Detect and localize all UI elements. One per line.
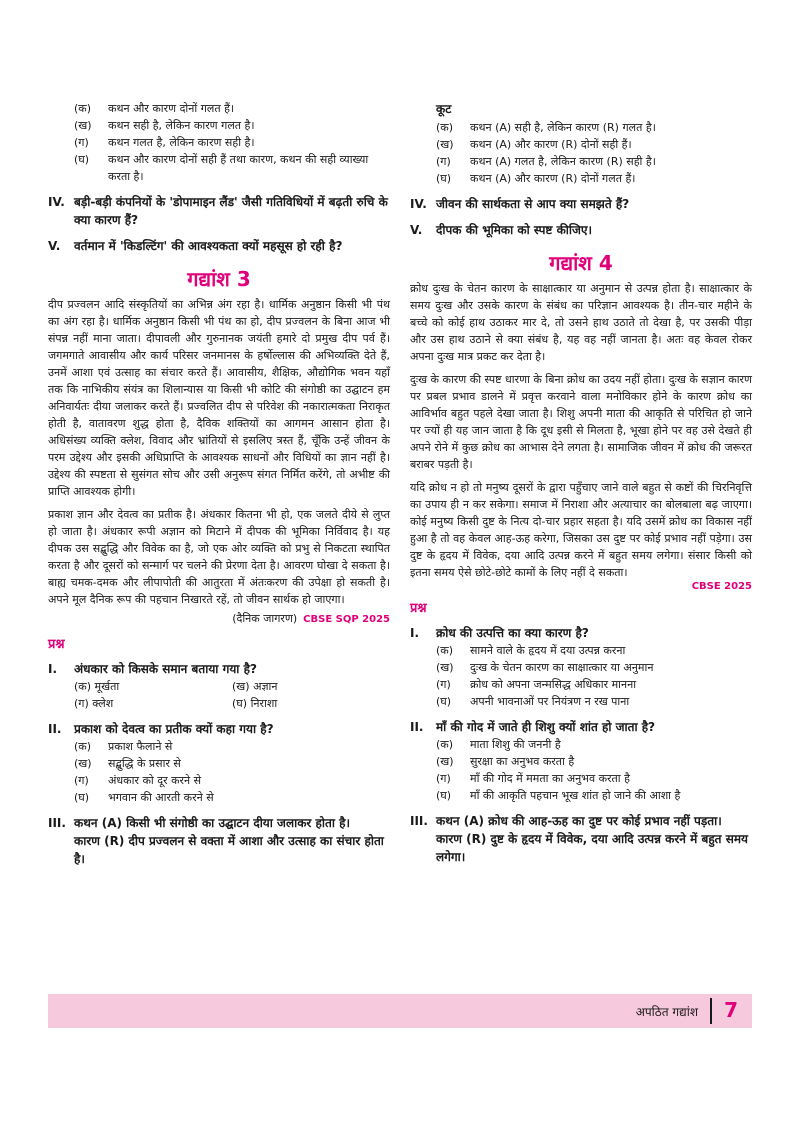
kathan-label: कथन bbox=[436, 814, 460, 828]
option-kha: (ख) कथन सही है, लेकिन कारण गलत है। bbox=[74, 119, 255, 132]
kathan-label: कथन bbox=[74, 816, 98, 830]
question-i: I. क्रोध की उत्पत्ति का क्या कारण है? bbox=[410, 626, 589, 640]
option-ka: (क) कथन और कारण दोनों गलत हैं। bbox=[74, 102, 235, 115]
option: (घ) कथन (A) और कारण (R) दोनों गलत हैं। bbox=[436, 172, 636, 185]
option: (ग) क्लेश bbox=[74, 697, 114, 710]
passage-4-para-1: क्रोध दुःख के चेतन कारण के साक्षात्कार या अनुमान से उत्पन्न होता है। साक्षात्कार के समय दुःख और उसके कारण के संबंध का परिज्ञान आवश्यक है। तीन-चार महीने के बच्चे को कोई हाथ उठाकर मार दे, तो उसने हाथ उठाते तो देखा है, पर उसकी पीड़ा और उस हाथ उठाने से क्या संबंध है, यह वह नहीं जानता है। अतः वह केवल रोकर अपना दुःख मात्र प्रकट कर देता है। bbox=[410, 282, 752, 363]
passage-4-para-2: दुःख के कारण की स्पष्ट धारणा के बिना क्रोध का उदय नहीं होता। दुःख के सज्ञान कारण पर प्रबल प्रभाव डालने में प्रवृत्त करवाने वाला मनोविकार होने के कारण क्रोध का आविर्भाव बहुत पहले देखा जाता है। शिशु अपनी माता की आकृति से परिचित हो जाने पर ज्यों ही यह जान जाता है कि दूध इसी से मिलता है, भूखा होने पर वह उसे देखते ही अपने रोने में कुछ क्रोध का आभास देने लगता है। सामाजिक जीवन में क्रोध की जरूरत बराबर पड़ती है। bbox=[410, 373, 752, 471]
questions-heading: प्रश्न bbox=[48, 637, 65, 652]
passage-3-para-2: प्रकाश ज्ञान और देवत्व का प्रतीक है। अंधकार कितना भी हो, एक जलते दीये से लुप्त हो जाता है। अंधकार रूपी अज्ञान को मिटाने में दीपक की भूमिका निर्विवाद है। यह दीपक उस सद्बुद्धि और विवेक का है, जो एक ओर व्यक्ति को प्रभु से निकटता स्थापित करता है और दूसरों को सन्मार्ग पर चलने की प्रेरणा देता है। आवरण घोखा दे सकता है। बाह्य चमक-दमक और लीपापोती की आतुरता में अंतःकरण की उपेक्षा हो सकती है। अपने मूल दैनिक रूप की पहचान निखारते रहें, तो जीवन सार्थक हो जाएगा। bbox=[48, 508, 390, 606]
passage-3-heading: गद्यांश 3 bbox=[187, 267, 251, 291]
koot-options bbox=[410, 119, 752, 187]
option: (घ) अपनी भावनाओं पर नियंत्रण न रख पाना bbox=[436, 695, 630, 708]
option: (ख) दुःख के चेतन कारण का साक्षात्कार या अनुमान bbox=[436, 661, 654, 674]
question-ii: II. माँ की गोद में जाते ही शिशु क्यों शांत हो जाता है? bbox=[410, 720, 656, 734]
option-gha: (घ) कथन और कारण दोनों सही हैं तथा कारण, कथन की सही व्याख्या करता है। bbox=[74, 153, 369, 183]
passage-3-source: (दैनिक जागरण) CBSE SQP 2025 bbox=[232, 612, 390, 625]
passage-4-heading: गद्यांश 4 bbox=[549, 251, 613, 275]
option: (क) मूर्खता bbox=[74, 680, 120, 693]
passage-3-para-1: दीप प्रज्वलन आदि संस्कृतियों का अभिन्न अंग रहा है। धार्मिक अनुष्ठान किसी भी पंथ का अंग रहा है। धार्मिक अनुष्ठान किसी भी पंथ का हो, दीप प्रज्वलन के बिना आज भी संपन्न नहीं माना जाता। दीपावली और गुरुनानक जयंती हमारे दो प्रमुख दीप पर्व हैं। जगमगाते आवासीय और कार्य परिसर जनमानस के हर्षोल्लास की अभिव्यक्ति देते हैं, उनमें आशा एवं उत्साह का संचार करते हैं। आवासीय, शैक्षिक, औद्योगिक भवन यहाँ तक कि नाभिकीय संयंत्र का शिलान्यास या किसी भी कोटि की संगोष्ठी का उद्घाटन हम अनिवार्यतः दीया जलाकर करते हैं। प्रज्वलित दीप से परिवेश की नकारात्मकता निराकृत होती है, वातावरण शुद्ध होता है, दैविक शक्तियों का आगमन आसान होता है। अधिसंख्य व्यक्ति क्लेश, विवाद और भ्रांतियों से इसलिए त्रस्त हैं, चूँकि उन्हें जीवन के परम उद्देश्य और इसकी अधिप्राप्ति के आवश्यक साधनों और विधियों का ज्ञान नहीं है। उद्देश्य की स्पष्टता से सुसंगत सोच और उसी अनुरूप संगत निर्मित करेंगे, तो अभीष्ट की प्राप्ति आवश्यक होगी। bbox=[48, 298, 390, 498]
option: (ग) अंधकार को दूर करने से bbox=[74, 774, 202, 787]
option: (घ) भगवान की आरती करने से bbox=[74, 791, 214, 804]
option: (ख) सद्बुद्धि के प्रसार से bbox=[74, 757, 181, 770]
option: (ख) कथन (A) और कारण (R) दोनों सही हैं। bbox=[436, 138, 632, 151]
option: (ग) माँ की गोद में ममता का अनुभव करता है bbox=[436, 772, 630, 785]
footer-divider bbox=[710, 998, 712, 1024]
option: (ख) सुरक्षा का अनुभव करता है bbox=[436, 755, 575, 768]
question-ii-options bbox=[48, 738, 390, 806]
questions-heading: प्रश्न bbox=[410, 601, 427, 616]
source-tag: CBSE 2025 bbox=[691, 581, 752, 592]
left-column bbox=[48, 100, 390, 868]
question-i-options bbox=[48, 678, 390, 712]
question-v: V. दीपक की भूमिका को स्पष्ट कीजिए। bbox=[410, 223, 593, 237]
option: (घ) माँ की आकृति पहचान भूख शांत हो जाने की आशा है bbox=[436, 789, 681, 802]
option: (क) सामने वाले के हृदय में दया उत्पन्न करना bbox=[436, 644, 626, 657]
question-ii: II. प्रकाश को देवत्व का प्रतीक क्यों कहा गया है? bbox=[48, 722, 274, 736]
page-number: 7 bbox=[724, 998, 738, 1022]
karan-label: कारण bbox=[436, 832, 462, 846]
option: (क) माता शिशु की जननी है bbox=[436, 738, 561, 751]
page-footer bbox=[48, 994, 752, 1028]
question-i: I. अंधकार को किसके समान बताया गया है? bbox=[48, 662, 257, 676]
footer-section-label: अपठित गद्यांश bbox=[635, 1005, 698, 1019]
option-ga: (ग) कथन गलत है, लेकिन कारण सही है। bbox=[74, 136, 255, 149]
question-i-options bbox=[410, 642, 752, 710]
top-options bbox=[48, 100, 390, 185]
option: (क) प्रकाश फैलाने से bbox=[74, 740, 173, 753]
question-iii: III. कथन (A) किसी भी संगोष्ठी का उद्घाटन दीया जलाकर होता है। कारण (R) दीप प्रज्वलन से वक्ता में आशा और उत्साह का संचार होता है। bbox=[48, 816, 384, 866]
karan-label: कारण bbox=[74, 834, 100, 848]
option: (ख) अज्ञान bbox=[232, 680, 278, 693]
option: (ग) कथन (A) गलत है, लेकिन कारण (R) सही है। bbox=[436, 155, 656, 168]
question-ii-options bbox=[410, 736, 752, 804]
option: (क) कथन (A) सही है, लेकिन कारण (R) गलत है। bbox=[436, 121, 656, 134]
koot-heading: कूट bbox=[436, 102, 452, 116]
option: (घ) निराशा bbox=[232, 697, 278, 710]
passage-4-para-3: यदि क्रोध न हो तो मनुष्य दूसरों के द्वारा पहुँचाए जाने वाले बहुत से कष्टों की चिरनिवृत्ति का उपाय ही न कर सकेगा। समाज में निराशा और अत्याचार का बोलबाला बढ़ जाएगा। कोई मनुष्य किसी दुष्ट के नित्य दो-चार प्रहार सहता है। यदि उसमें क्रोध का विकास नहीं हुआ है तो वह केवल आह-ऊह करेगा, जिसका उस दुष्ट पर कोई प्रभाव नहीं पड़ेगा। उस दुष्ट के हृदय में विवेक, दया आदि उत्पन्न करने में बहुत समय लगेगा। संसार किसी को इतना समय ऐसे छोटे-छोटे कामों के लिए नहीं दे सकता। bbox=[410, 481, 752, 579]
source-tag: CBSE SQP 2025 bbox=[303, 614, 390, 625]
question-v: V. वर्तमान में 'किडल्टिंग' की आवश्यकता क्यों महसूस हो रही है? bbox=[48, 239, 343, 253]
question-iv: IV. जीवन की सार्थकता से आप क्या समझते हैं? bbox=[410, 197, 630, 211]
question-iv: IV. बड़ी-बड़ी कंपनियों के 'डोपामाइन लैंड' जैसी गतिविधियों में बढ़ती रुचि के क्या कारण हैं? bbox=[48, 195, 388, 227]
question-iii: III. कथन (A) क्रोध की आह-ऊह का दुष्ट पर कोई प्रभाव नहीं पड़ता। कारण (R) दुष्ट के हृदय में विवेक, दया आदि उत्पन्न करने में बहुत समय लगेगा। bbox=[410, 814, 748, 864]
right-column bbox=[410, 100, 752, 866]
option: (ग) क्रोध को अपना जन्मसिद्ध अधिकार मानना bbox=[436, 678, 637, 691]
